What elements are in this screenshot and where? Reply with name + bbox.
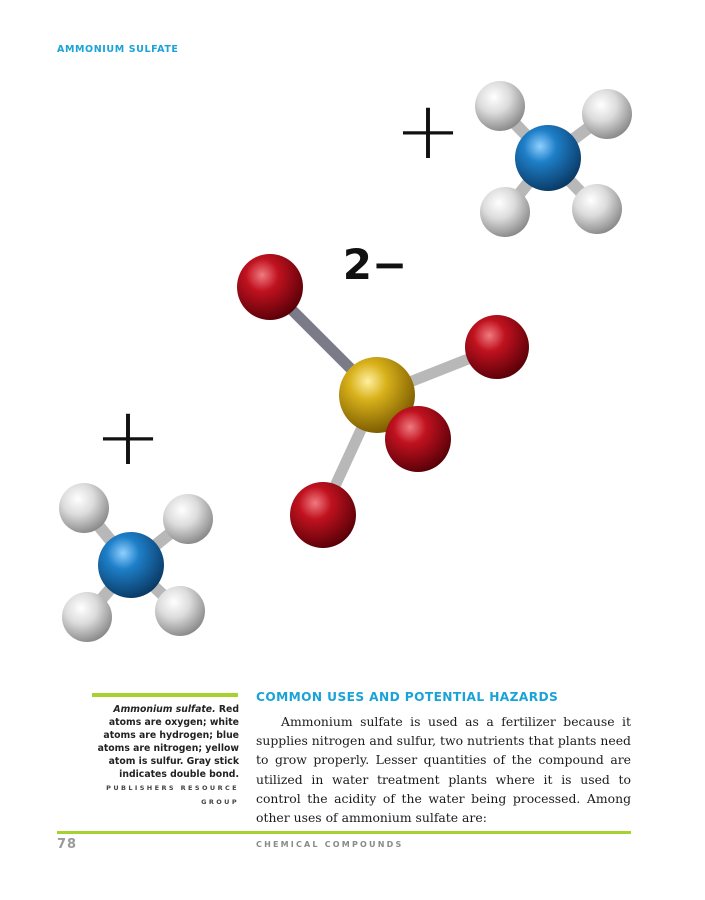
hydrogen-atom (582, 89, 632, 139)
hydrogen-atom (163, 494, 213, 544)
charge-label-top: + (394, 84, 462, 177)
hydrogen-atom (155, 586, 205, 636)
hydrogen-atom (475, 81, 525, 131)
body-paragraph: Ammonium sulfate is used as a fertilizer because it supplies nitrogen and sulfur, two nutrients that plants need to grow properly. Lesser quantities of the compound are utilized in water treatment plants where it is used to control the acidity of the water being processed. Among other uses of ammonium sulfate are: (256, 714, 631, 826)
hydrogen-atom (62, 592, 112, 642)
running-head: AMMONIUM SULFATE (57, 44, 179, 55)
page-number: 78 (57, 837, 78, 852)
oxygen-atom (385, 406, 451, 472)
footer-rule (57, 831, 631, 834)
hydrogen-atom (480, 187, 530, 237)
oxygen-atom (465, 315, 529, 379)
footer-book-title: CHEMICAL COMPOUNDS (256, 840, 404, 849)
nitrogen-atom (515, 125, 581, 191)
nitrogen-atom (98, 532, 164, 598)
hydrogen-atom (572, 184, 622, 234)
caption-rule (92, 693, 238, 697)
hydrogen-atom (59, 483, 109, 533)
section-heading: COMMON USES AND POTENTIAL HAZARDS (256, 690, 559, 704)
caption-title: Ammonium sulfate. (113, 704, 219, 715)
caption-text: Red atoms are oxygen; white atoms are hydrogen; blue atoms are nitrogen; yellow atom is sulfur. Gray stick indicates double bond. (97, 704, 239, 780)
ammonium-ion-top (394, 81, 632, 237)
caption-credit: PUBLISHERS RESOURCE GROUP (106, 784, 239, 806)
oxygen-atom (237, 254, 303, 320)
sulfate-ion (237, 240, 529, 548)
figure-caption (90, 703, 239, 809)
oxygen-atom (290, 482, 356, 548)
ammonium-ion-bottom (59, 390, 213, 642)
charge-label-bottom: + (94, 390, 162, 483)
charge-label-sulfate: 2− (342, 240, 408, 289)
